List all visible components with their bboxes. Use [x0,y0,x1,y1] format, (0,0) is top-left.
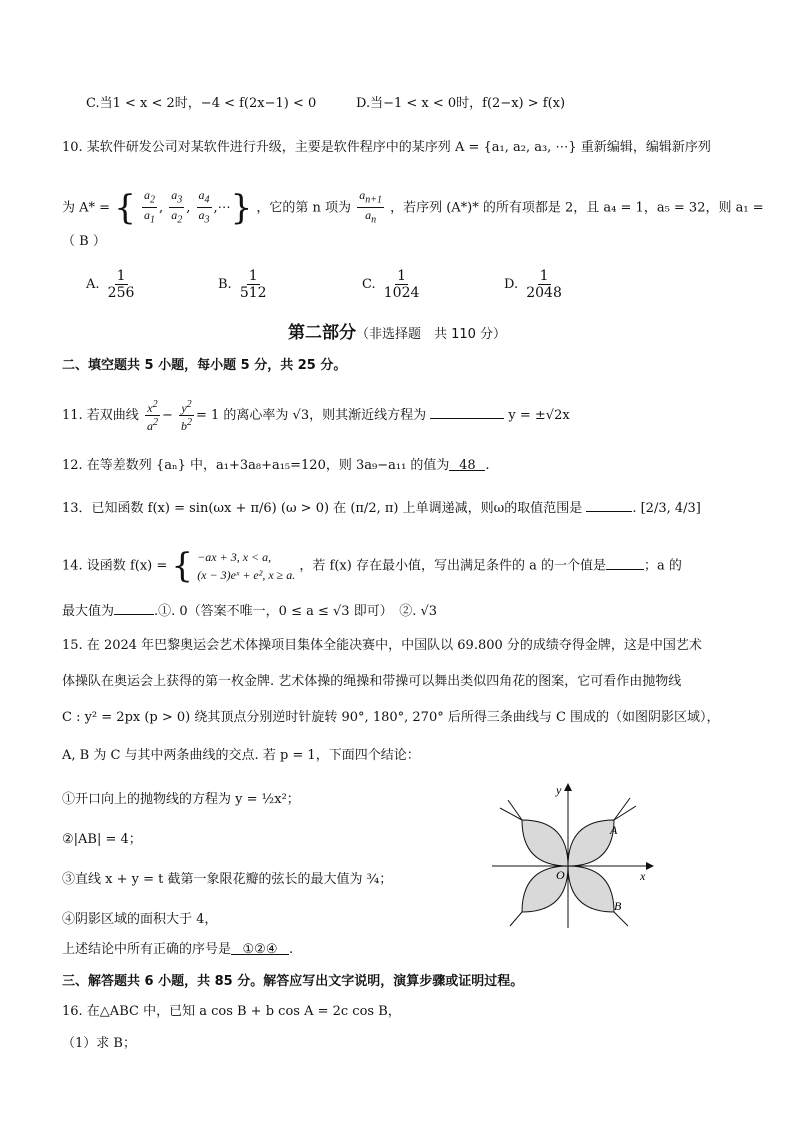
q15-line3: C : y² = 2px (p > 0) 绕其顶点分别逆时针旋转 90°, 180°, 270° 后所得三条曲线与 C 围成的（如图阴影区域）， [62,710,720,725]
q9-option-c: C.当1 < x < 2时，−4 < f(2x−1) < 0 [86,96,317,111]
petal-first-quadrant [568,820,614,866]
section3-heading: 三、解答题共 6 小题，共 85 分。解答应写出文字说明，演算步骤或证明过程。 [62,974,524,989]
curve-extension-se [614,912,628,926]
section2-heading: 二、填空题共 5 小题，每小题 5 分，共 25 分。 [62,358,347,373]
q13: 13．已知函数 f(x) = sin(ωx + π/6) (ω > 0) 在 (π/2, π) 上单调递减，则ω的取值范围是 . [2/3, 4/3] [62,497,701,519]
q15-line1: 15. 在 2024 年巴黎奥运会艺术体操项目集体全能决赛中，中国队以 69.800 分的成绩夺得金牌，这是中国艺术 [62,638,702,653]
origin-label: O [556,868,565,882]
q15-conclusion-2: ②|AB| = 4； [62,832,142,847]
petal-fourth-quadrant [568,866,614,912]
x-axis-arrow [646,862,654,870]
q15-line2: 体操队在奥运会上获得的第一枚金牌. 艺术体操的绳操和带操可以舞出类似四角花的图案，它可看作由抛物线 [62,674,682,689]
q10-option-b: B. $\frac{1}{512}$ [218,268,267,301]
q14: 14. 设函数 f(x) = { −ax + 3, x < a, (x − 3)eˣ + e², x ≥ a. ，若 f(x) 存在最小值，写出满足条件的 a 的一个值是 ；a 的 [62,546,682,586]
q9-option-d: D.当−1 < x < 0时，f(2−x) > f(x) [356,96,566,111]
point-b-label: B [614,899,622,913]
q16: 16. 在△ABC 中，已知 a cos B + b cos A = 2c cos B， [62,1004,401,1019]
curve-extension-nw2 [500,808,522,820]
q14-line2: 最大值为 .①. 0（答案不唯一，0 ≤ a ≤ √3 即可） ②. √3 [62,600,437,622]
q15-conclusion-1: ①开口向上的抛物线的方程为 y = ½x²； [62,792,300,807]
q15-conclusion-4: ④阴影区域的面积大于 4， [62,912,218,927]
q10-option-c: C. $\frac{1}{1024}$ [362,268,420,301]
curve-extension-nw [508,800,522,820]
curve-extension-ne [614,798,630,820]
point-a-label: A [610,823,618,837]
q12-answer: 48 [459,458,476,473]
q10-answer: （ B ） [62,234,106,249]
q10-option-a: A. $\frac{1}{256}$ [86,268,135,301]
q10-line2: 为 A* = { $\frac{a_2}{a_1}$ , $\frac{a_3}{a_2}$ , $\frac{a_4}{a_3}$ ,⋯} ，它的第 n 项为 $\frac{a_{n+1}}{a_n}$ ，若序列 (A*)* 的所有项都是 2，且 a₄ = 1，a₅ = 32，则 a₁ = [62,187,764,228]
q10-option-d: D. $\frac{1}{2048}$ [504,268,562,301]
x-axis-label: x [640,869,646,883]
y-axis-arrow [564,783,572,791]
q11-answer: y = ±√2x [508,408,570,423]
q15-conclusion-3: ③直线 x + y = t 截第一象限花瓣的弦长的最大值为 ¾； [62,872,393,887]
q15-line4: A, B 为 C 与其中两条曲线的交点. 若 p = 1，下面四个结论： [62,748,420,763]
q12: 12. 在等差数列 {aₙ} 中，a₁+3a₈+a₁₅=120，则 3a₉−a₁₁ 的值为 48 . [62,458,490,473]
q15-answer: ①②④ [242,942,278,957]
q15-answer-line: 上述结论中所有正确的序号是 ①②④ . [62,942,294,957]
curve-extension-ne2 [614,806,636,820]
q16-sub1: （1）求 B； [62,1036,136,1051]
part2-heading: 第二部分（非选择题 共 110 分） [287,323,507,343]
y-axis-label: y [556,783,562,797]
q13-answer: [2/3, 4/3] [640,501,701,516]
petal-second-quadrant [522,820,568,866]
q11: 11. 若双曲线 $\frac{x^2}{a^2}$ − $\frac{y^2}{b^2}$ = 1 的离心率为 √3，则其渐近线方程为 y = ±√2x [62,399,570,433]
q14-answer: .①. 0（答案不唯一，0 ≤ a ≤ √3 即可） ②. √3 [154,604,438,619]
q10-line1: 10. 某软件研发公司对某软件进行升级，主要是软件程序中的某序列 A = {a₁, a₂, a₃, ⋯} 重新编辑，编辑新序列 [62,140,711,155]
curve-extension-sw [510,912,522,926]
flower-figure [490,780,660,930]
